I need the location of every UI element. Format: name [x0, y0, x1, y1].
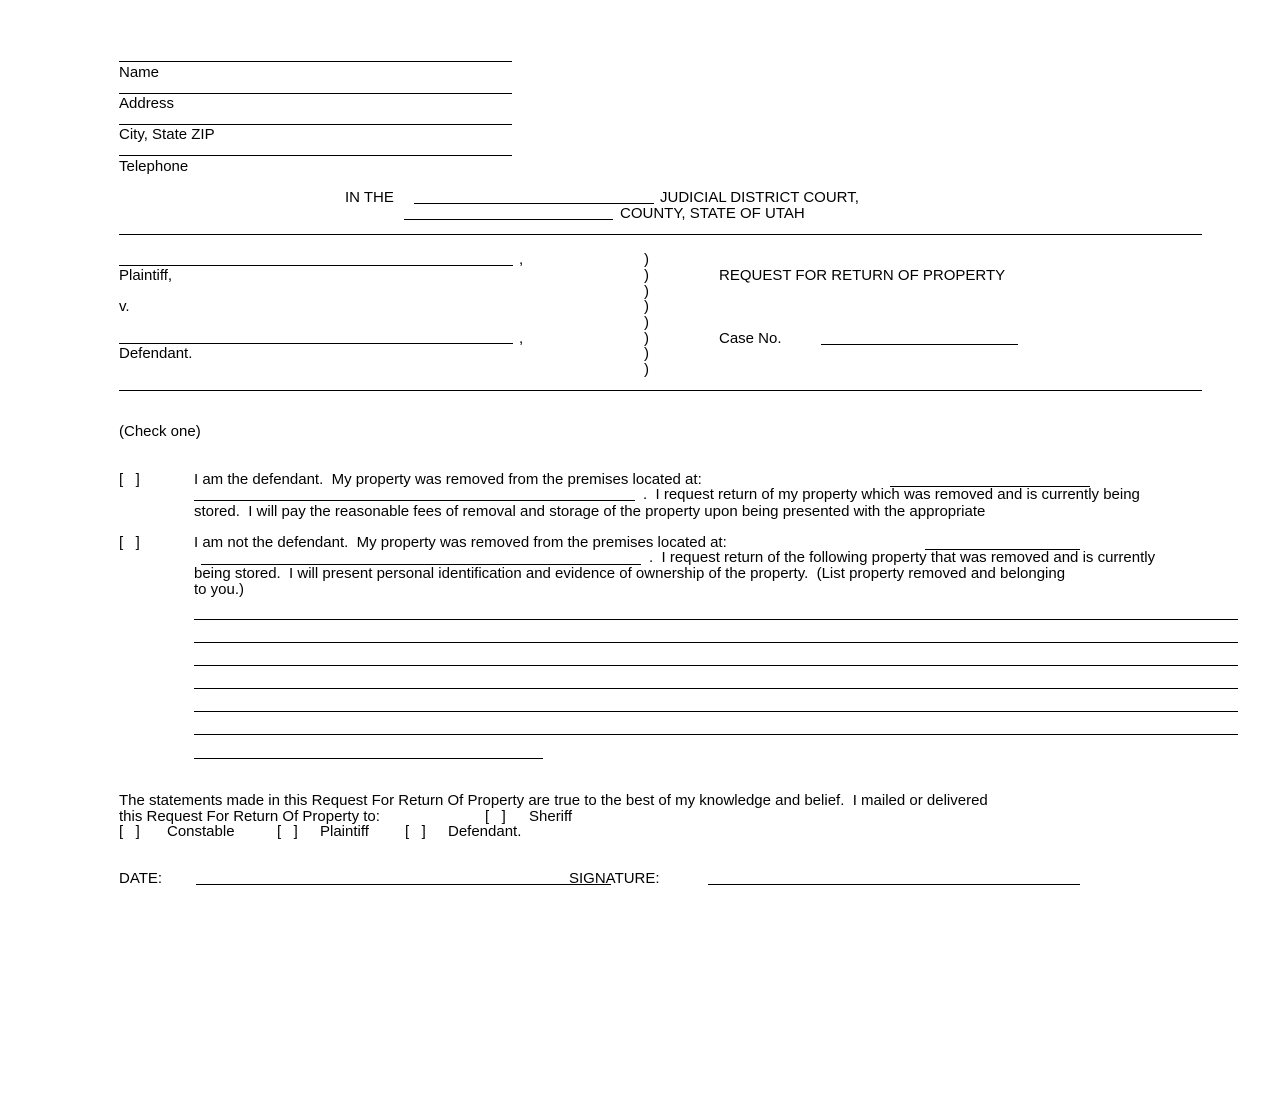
court-in-the: IN THE — [345, 189, 394, 206]
constable-checkbox[interactable]: [ ] — [119, 823, 140, 840]
top-caption-rule — [119, 234, 1202, 235]
defendant-checkbox[interactable]: [ ] — [405, 823, 426, 840]
case-no-label: Case No. — [719, 330, 782, 347]
option2-line3: being stored. I will present personal identification and evidence of ownership of the property. (List property removed and belonging — [194, 566, 1066, 582]
option2-line1: I am not the defendant. My property was removed from the premises located at: — [194, 534, 727, 551]
option1-checkbox[interactable]: [ ] — [119, 471, 140, 488]
sheriff-label: Sheriff — [529, 808, 573, 825]
defendant-label: Defendant. — [119, 345, 193, 362]
caption-paren: ) — [644, 283, 649, 300]
option1-line3: stored. I will pay the reasonable fees of removal and storage of the property upon being presented with the appropriate — [194, 504, 986, 520]
caption-paren: ) — [644, 298, 649, 315]
property-list-line[interactable] — [194, 711, 1238, 712]
date-line[interactable] — [196, 884, 611, 885]
court-judicial-district: JUDICIAL DISTRICT COURT, — [660, 189, 859, 206]
property-list-line[interactable] — [194, 688, 1238, 689]
statement-line1: The statements made in this Request For Return Of Property are true to the best of my knowledge and belief. I mailed or delivered — [119, 793, 988, 809]
statement-line2: this Request For Return Of Property to: — [119, 808, 380, 825]
property-list-line[interactable] — [194, 734, 1238, 735]
plaintiff-checkbox[interactable]: [ ] — [277, 823, 298, 840]
telephone-label: Telephone — [119, 158, 189, 175]
property-list-line[interactable] — [194, 619, 1238, 620]
caption-paren: ) — [644, 267, 649, 284]
option1-line1: I am the defendant. My property was removed from the premises located at: — [194, 471, 702, 488]
plaintiff-label: Plaintiff, — [119, 267, 173, 284]
defendant-service-label: Defendant. — [448, 823, 522, 840]
caption-paren: ) — [644, 361, 649, 378]
caption-paren: ) — [644, 314, 649, 331]
bottom-caption-rule — [119, 390, 1202, 391]
versus-label: v. — [119, 298, 130, 315]
name-label: Name — [119, 64, 160, 81]
document-title: REQUEST FOR RETURN OF PROPERTY — [719, 267, 1006, 284]
constable-label: Constable — [167, 823, 235, 840]
option2-premises-line-2[interactable] — [201, 564, 641, 565]
plaintiff-name-line[interactable] — [119, 265, 513, 266]
option2-checkbox[interactable]: [ ] — [119, 534, 140, 551]
check-one-instruction: (Check one) — [119, 423, 201, 440]
caption-paren: ) — [644, 251, 649, 268]
city-state-zip-label: City, State ZIP — [119, 126, 215, 143]
option2-line2: . I request return of the following property that was removed and is currently — [649, 550, 1156, 566]
option1-line2: . I request return of my property which was removed and is currently being — [643, 487, 1140, 503]
defendant-name-line[interactable] — [119, 343, 513, 344]
case-number-line[interactable] — [821, 344, 1018, 345]
property-list-line[interactable] — [194, 665, 1238, 666]
property-list-line-short[interactable] — [194, 758, 543, 759]
county-blank[interactable] — [404, 219, 613, 220]
plaintiff-comma: , — [519, 251, 524, 268]
address-line[interactable] — [119, 93, 512, 94]
signature-line[interactable] — [708, 884, 1080, 885]
telephone-line[interactable] — [119, 155, 512, 156]
district-number-blank[interactable] — [414, 203, 654, 204]
option1-premises-line-2[interactable] — [194, 500, 635, 501]
date-label: DATE: — [119, 870, 163, 887]
option2-line4: to you.) — [194, 581, 245, 598]
court-county-state: COUNTY, STATE OF UTAH — [620, 205, 805, 222]
property-list-line[interactable] — [194, 642, 1238, 643]
caption-paren: ) — [644, 330, 649, 347]
city-state-zip-line[interactable] — [119, 124, 512, 125]
name-line[interactable] — [119, 61, 512, 62]
signature-label: SIGNATURE: — [569, 870, 660, 887]
sheriff-checkbox[interactable]: [ ] — [485, 808, 506, 825]
caption-paren: ) — [644, 345, 649, 362]
plaintiff-service-label: Plaintiff — [320, 823, 369, 840]
defendant-comma: , — [519, 330, 524, 347]
address-label: Address — [119, 95, 175, 112]
